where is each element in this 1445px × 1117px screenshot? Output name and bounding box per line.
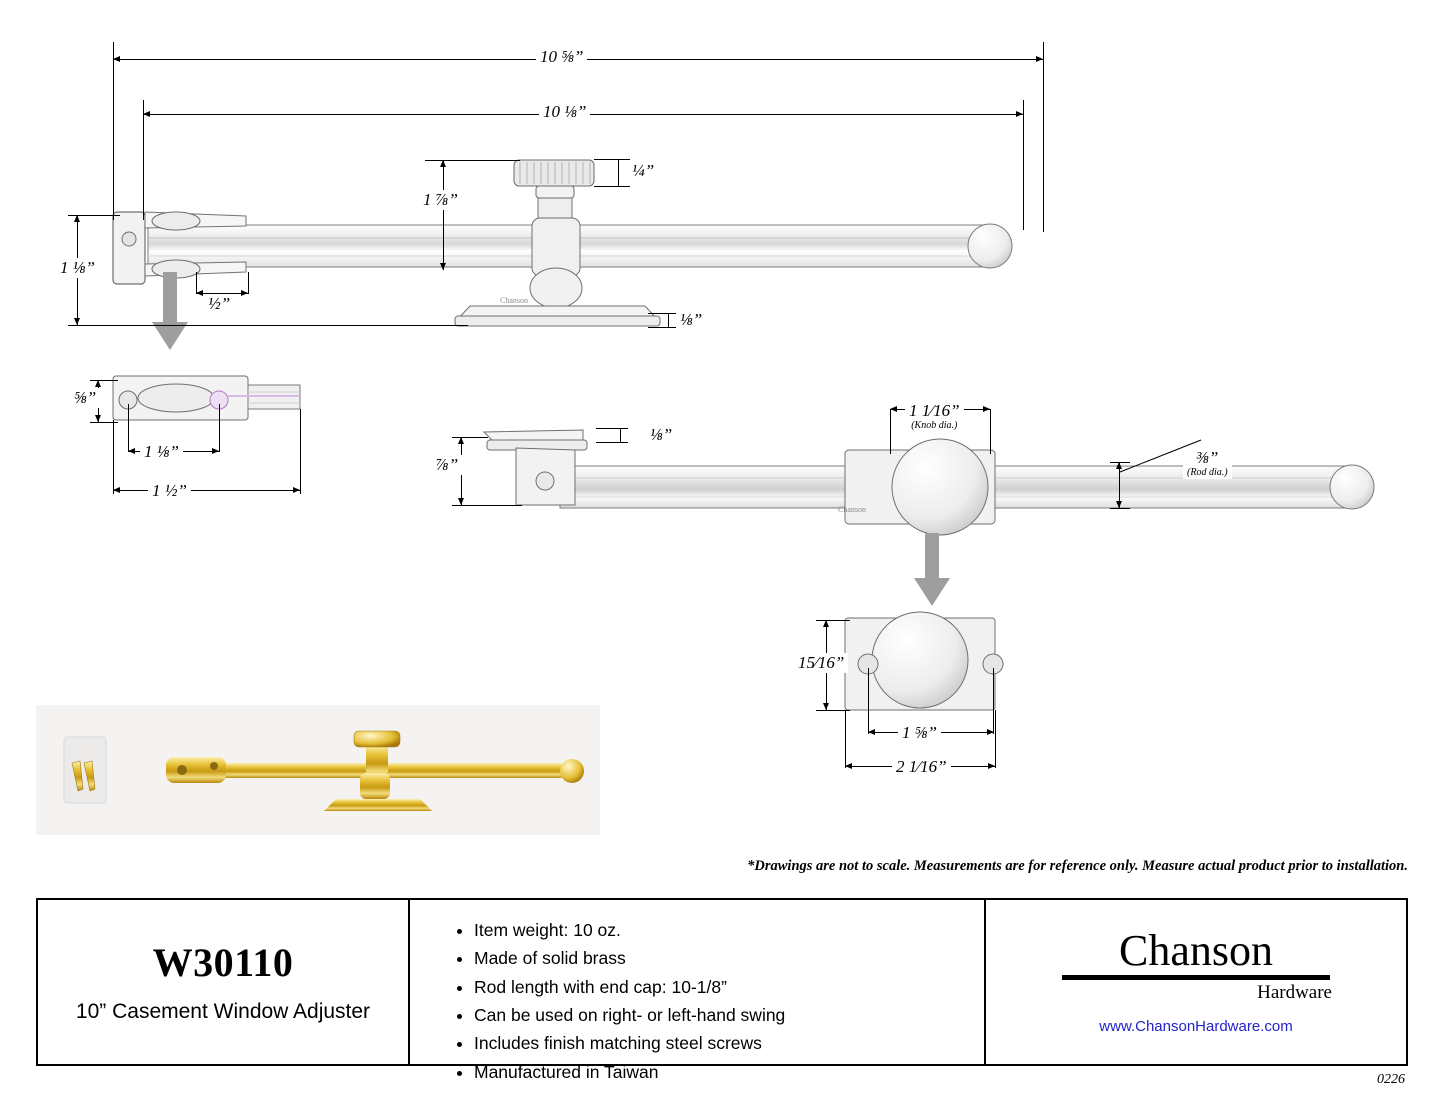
spec-item: • Made of solid brass <box>474 944 974 972</box>
ext-line <box>993 668 994 734</box>
dim-arrow <box>823 703 829 710</box>
product-photo <box>36 705 600 835</box>
title-block-product <box>38 900 410 1064</box>
dim-rod-dia-value: ⅜” <box>1196 448 1219 467</box>
ext-line <box>868 668 869 734</box>
dim-rod-length: 10 ⅛” <box>539 102 590 122</box>
dim-knob-height: 1 ⅞” <box>419 190 462 210</box>
spec-item: • Includes finish matching steel screws <box>474 1029 974 1057</box>
dim-arrow <box>988 763 995 769</box>
title-block-specs <box>410 900 986 1082</box>
dim-plate-height: 15⁄16” <box>794 653 848 673</box>
dim-bracket-height: 1 ⅛” <box>56 258 99 278</box>
ext-line <box>816 620 850 621</box>
dim-arrow <box>845 763 852 769</box>
dim-hinge-offset: ½” <box>204 294 234 314</box>
product-description: 10” Casement Window Adjuster <box>75 999 371 1023</box>
dim-hole-spacing: 1 ⅛” <box>140 442 183 462</box>
dim-bracket-depth: ⅞” <box>432 455 462 475</box>
spec-list <box>456 916 974 1086</box>
spec-item: • Item weight: 10 oz. <box>474 916 974 944</box>
spec-item: • Manufactured in Taiwan <box>474 1058 974 1086</box>
document-id: 0226 <box>1377 1072 1405 1087</box>
spec-item: • Rod length with end cap: 10-1/8” <box>474 973 974 1001</box>
dim-screw-spacing: 1 ⅝” <box>898 723 941 743</box>
title-block-brand <box>986 900 1406 1064</box>
dim-plate-thickness-side: ⅛” <box>646 425 676 445</box>
dim-arrow <box>823 620 829 627</box>
svg-text:Chanson: Chanson <box>500 296 528 305</box>
dim-knob-dia-value: 1 1⁄16” <box>909 401 960 420</box>
dim-hinge-width: ⅝” <box>70 388 100 408</box>
disclaimer-note: *Drawings are not to scale. Measurements are for reference only. Measure actual product prior to installation. <box>747 858 1408 874</box>
ext-line <box>845 710 846 768</box>
brand-website-link[interactable]: www.ChansonHardware.com <box>1099 1018 1293 1035</box>
brand-subtitle: Hardware <box>1257 982 1332 1003</box>
spec-item: • Can be used on right- or left-hand swing <box>474 1001 974 1029</box>
dim-knob-thickness: ¼” <box>628 161 658 181</box>
dim-rod-dia-note: (Rod dia.) <box>1187 467 1228 478</box>
dim-plate-length: 1 ½” <box>148 481 191 501</box>
ext-line <box>995 710 996 768</box>
dim-arrow <box>868 729 875 735</box>
svg-text:Chanson: Chanson <box>838 505 866 514</box>
dim-knob-dia-note: (Knob dia.) <box>911 420 958 431</box>
brand-name: Chanson <box>1119 926 1273 975</box>
dim-plate-width: 2 1⁄16” <box>892 757 951 777</box>
product-sku: W30110 <box>152 939 294 985</box>
dim-plate-thickness: ⅛” <box>676 310 706 330</box>
brand-rule <box>1062 975 1330 980</box>
dim-overall-length: 10 ⅝” <box>536 47 587 67</box>
